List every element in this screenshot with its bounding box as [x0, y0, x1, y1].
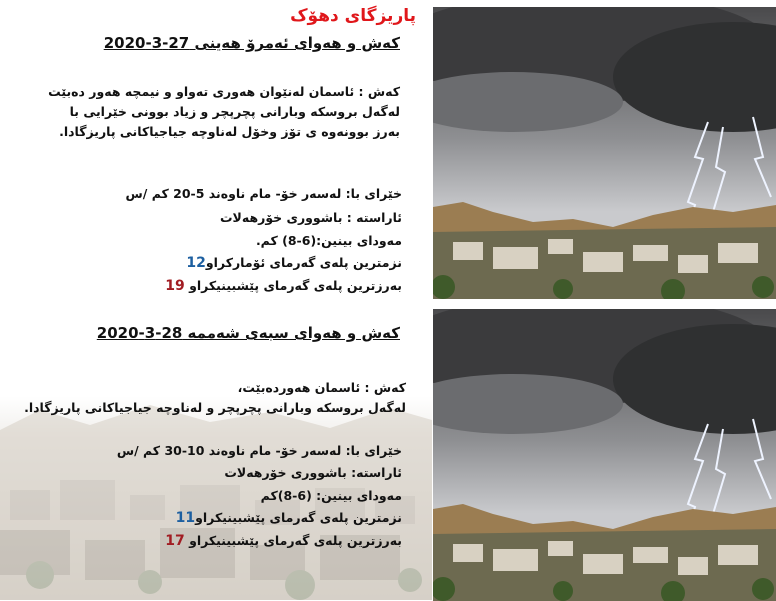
day1-sky-line: بەرز بوونەوە ی تۆز وخۆل لەناوچە جیاجیاکانی پاریزگادا. [59, 124, 400, 139]
day1-max-temp-label: بەرزترین پلەی گەرمای پێشبینیکراو [189, 278, 402, 293]
day2-sky-line: لەگەل بروسکە وبارانی پچرپچر و لەناوچە جیاجیاکانی پاریزگادا. [24, 400, 406, 415]
day1-max-temp [165, 278, 402, 294]
day1-sky-line: کەش : ئاسمان لەنێوان هەوری تەواو و نیمچە هەور دەبێت [48, 84, 400, 99]
day2-sky-description [24, 378, 406, 418]
day2-title: کەش و هەوای سبەی شەممە 28-3-2020 [96, 324, 400, 342]
day1-title: کەش و هەوای ئەمرۆ هەینی 27-3-2020 [103, 34, 400, 52]
storm-over-city-photo [433, 7, 776, 299]
storm-over-city-photo-2 [433, 309, 776, 601]
province-headline: پاریزگای دهۆک [290, 6, 416, 26]
day2-max-temp-label: بەرزترین پلەی گەرمای پێشبینیکراو [189, 533, 402, 548]
day1-min-temp-value: 12 [186, 255, 206, 271]
day2-wind-direction: ئاراستە: باشووری خۆرهەلات [224, 465, 402, 480]
day2-max-temp-value: 17 [165, 533, 185, 549]
day2-visibility: مەودای بینین: (6-8)کم [260, 488, 402, 503]
day2-max-temp [165, 533, 402, 549]
day1-wind-direction: ئاراستە : باشووری خۆرهەلات [220, 210, 402, 225]
day1-wind-speed: خێرای با: لەسەر خۆ- مام ناوەند 5-20 کم /س [125, 186, 402, 201]
day1-sky-line: لەگەل بروسکە وبارانی پچرپچر و زیاد بوونی خێرایی با [69, 104, 400, 119]
day2-wind-speed: خێرای با: لەسەر خۆ- مام ناوەند 10-30 کم /س [116, 443, 402, 458]
day1-max-temp-value: 19 [165, 278, 185, 294]
day2-min-temp [176, 510, 402, 526]
day2-sky-line: کەش : ئاسمان هەوردەبێت، [237, 380, 406, 395]
day1-min-temp-label: نزمترین پلەی گەرمای ئۆمارکراو [205, 255, 402, 270]
day2-min-temp-label: نزمترین پلەی گەرمای پێشبینیکراو [195, 510, 402, 525]
day1-sky-description [48, 82, 400, 142]
day1-min-temp [186, 255, 402, 271]
day1-visibility: مەودای بینین:(6-8) کم. [255, 233, 402, 248]
day2-min-temp-value: 11 [175, 510, 196, 526]
